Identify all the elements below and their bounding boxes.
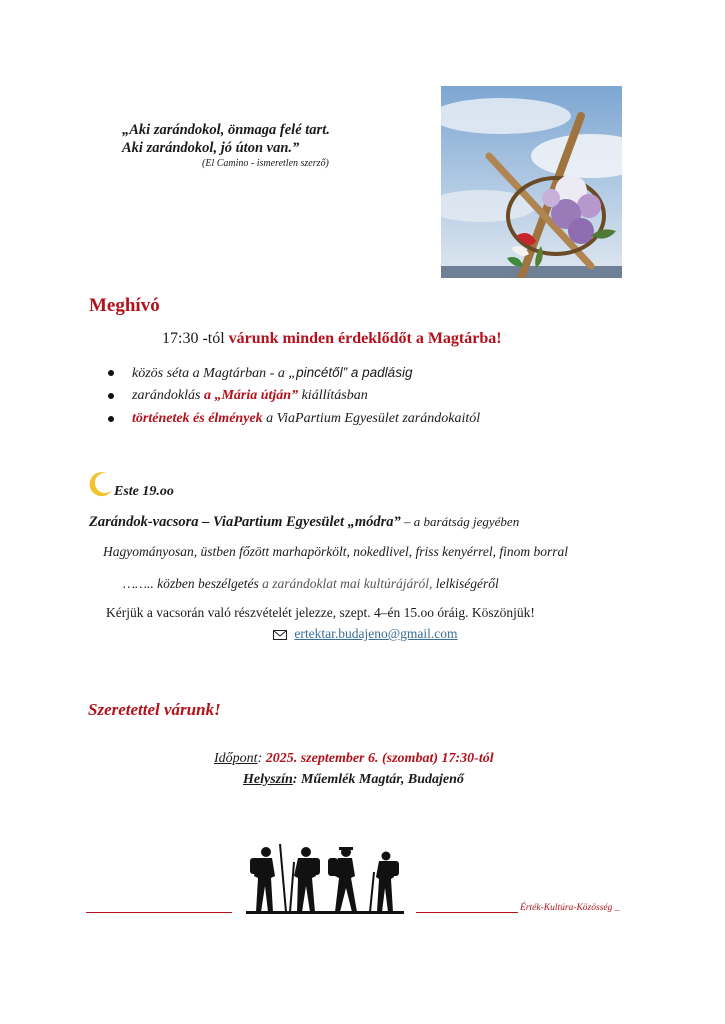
bullet-highlight: a „Mária útján” [203, 388, 299, 403]
time-label: Időpont [214, 751, 258, 766]
time-value: 2025. szeptember 6. (szombat) 17:30-tól [265, 751, 494, 766]
menu-description: Hagyományosan, üstben főzött marhapörkölt, nokedlivel, friss kenyérrel, finom borral [103, 544, 568, 559]
quote-source: (El Camino - ismeretlen szerző) [202, 158, 329, 169]
bullet-icon [108, 393, 114, 399]
event-place [243, 772, 464, 788]
time-prefix: 17:30 -tól [162, 330, 229, 347]
evening-label: Este 19.oo [114, 484, 174, 499]
event-time [214, 751, 494, 767]
conversation-text: …….. közben beszélgetés [123, 576, 263, 591]
bullet-icon [108, 416, 114, 422]
bullet-text-sans: pincétől” a padlásig [296, 365, 413, 380]
time-colon: : [257, 751, 266, 766]
conversation-text: lelkiségéről [432, 576, 499, 591]
moon-icon [86, 470, 114, 503]
footer-community-name: Érték-Kultúra-Közösség _ [520, 903, 620, 913]
dinner-line [89, 514, 519, 531]
bullet-highlight: történetek és élmények [132, 411, 263, 426]
dinner-subtitle: – a barátság jegyében [400, 514, 520, 529]
place-label: Helyszín [243, 772, 293, 787]
invitation-line [162, 330, 502, 348]
place-value: : Műemlék Magtár, Budajenő [292, 772, 464, 787]
bullet-text: a ViaPartium Egyesület zarándokaitól [262, 411, 481, 426]
bullet-icon [108, 370, 114, 376]
pilgrim-cross-photo [441, 86, 622, 278]
envelope-icon [273, 626, 294, 641]
email-link[interactable]: ertektar.budajeno@gmail.com [294, 626, 458, 641]
quote [122, 121, 330, 157]
hikers-silhouette-image [246, 842, 404, 914]
rsvp-request: Kérjük a vacsorán való részvételét jelezze, szept. 4–én 15.oo óráig. Köszönjük! [106, 605, 535, 620]
dinner-title: Zarándok-vacsora – ViaPartium Egyesület „módra” [89, 514, 401, 530]
quote-line-2: Aki zarándokol, jó úton van.” [122, 140, 300, 156]
footer-divider-right [416, 912, 518, 913]
email-line [273, 626, 458, 642]
quote-line-1: „Aki zarándokol, önmaga felé tart. [122, 122, 330, 138]
conversation-topic: a zarándoklat mai kultúrájáról, [262, 576, 433, 591]
invitation-welcome-text: várunk minden érdeklődőt a Magtárba! [228, 330, 502, 347]
footer-divider-left [86, 912, 232, 913]
conversation-line [123, 576, 499, 592]
bullet-text: zarándoklás [132, 388, 204, 403]
bullet-text: közös séta a Magtárban - a „ [132, 366, 297, 381]
welcome-heading: Szeretettel várunk! [88, 700, 221, 719]
invitation-title: Meghívó [89, 295, 160, 316]
bullet-text: kiállításban [298, 388, 368, 403]
